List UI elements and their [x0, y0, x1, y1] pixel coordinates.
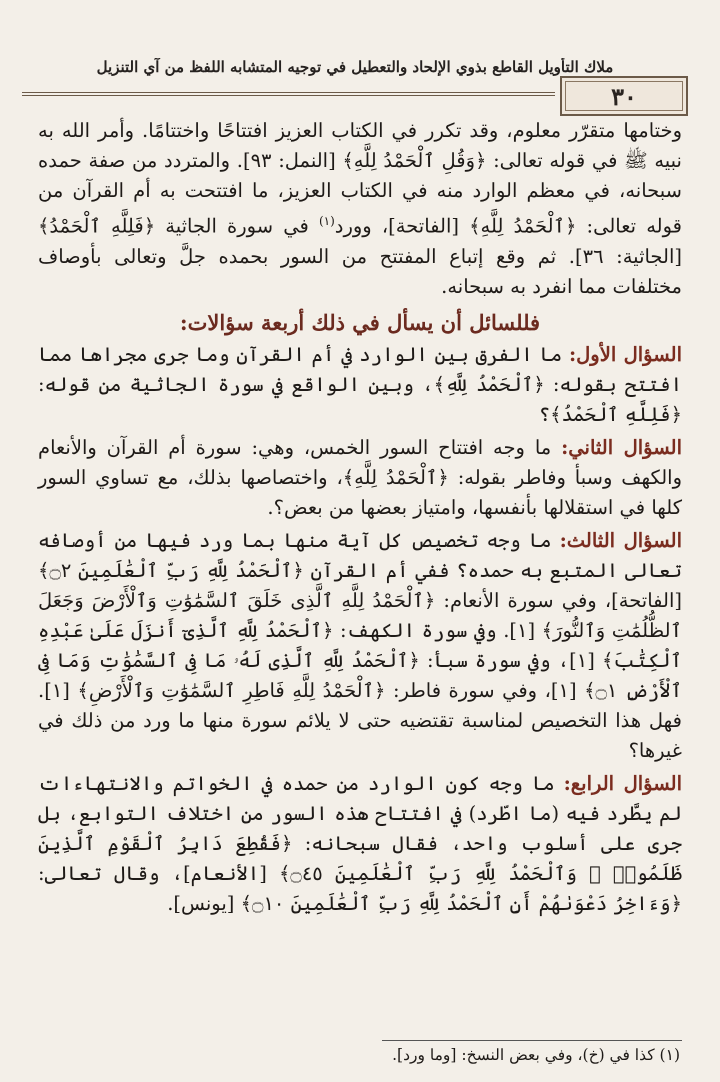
- question-text: ما وجه افتتاح السور الخمس، وهي: سورة أم القرآن والأنعام والكهف وسبأ وفاطر بقوله: ﴿ٱلْحَمْدُ لِلَّهِ﴾، واختصاصها بذلك، مع تساوي السور كلها في استقلالها بأنفسها، وامتياز بعضها من بعض؟.: [38, 435, 682, 519]
- question-1: [38, 340, 682, 430]
- header-rule-double: [22, 95, 555, 96]
- question-2: [38, 433, 682, 523]
- running-title: ملاك التأويل القاطع بذوي الإلحاد والتعطيل في توجيه المتشابه اللفظ من آي التنزيل: [96, 58, 614, 76]
- question-label: السؤال الثالث:: [559, 528, 682, 552]
- question-text: ما وجه تخصيص كل آية منها بما ورد فيها من أوصافه تعالى المتبع به حمده؟ ففي أم القرآن ﴿ٱلْحَمْدُ لِلَّهِ رَبِّ ٱلْعَٰلَمِينَ ۝٢﴾ [الفاتحة]، وفي سورة الأنعام: ﴿ٱلْحَمْدُ لِلَّهِ ٱلَّذِى خَلَقَ ٱلسَّمَٰوَٰتِ وَٱلْأَرْضَ وَجَعَلَ ٱلظُّلُمَٰتِ وَٱلنُّورَ﴾ [١]. وفي سورة الكهف: ﴿ٱلْحَمْدُ لِلَّهِ ٱلَّذِىٓ أَنزَلَ عَلَىٰ عَبْدِهِ ٱلْكِتَٰبَ﴾ [١]، وفي سورة سبأ: ﴿ٱلْحَمْدُ لِلَّهِ ٱلَّذِى لَهُۥ مَا فِى ٱلسَّمَٰوَٰتِ وَمَا فِى ٱلْأَرْضِ ۝١﴾ [١]، وفي سورة فاطر: ﴿ٱلْحَمْدُ لِلَّهِ فَاطِرِ ٱلسَّمَٰوَٰتِ وَٱلْأَرْضِ﴾ [١]. فهل هذا التخصيص لمناسبة تقتضيه حتى لا يلائم سورة منها ما ورد من ذلك في غيرها؟: [38, 528, 683, 762]
- intro-text-cont: في سورة الجاثية ﴿فَلِلَّهِ ٱلْحَمْدُ﴾ [الجاثية: ٣٦]. ثم وقع إتباع المفتتح من السور بحمده جلَّ وتعالى بأوصاف مختلفات مما انفرد به سبحانه.: [38, 214, 682, 298]
- header-rule: [22, 92, 555, 93]
- question-text: ما وجه كون الوارد من حمده في الخواتم والانتهاءات لم يطَّرد فيه (ما اطّرد) في افتتاح هذه السور من اختلاف التوابع، بل جرى على أسلوب واحد، فقال سبحانه: ﴿فَقُطِعَ دَابِرُ ٱلْقَوْمِ ٱلَّذِينَ ظَلَمُوا۟ ۚ وَٱلْحَمْدُ لِلَّهِ رَبِّ ٱلْعَٰلَمِينَ ۝٤٥﴾ [الأنعام]، وقال تعالى: ﴿وَءَاخِرُ دَعْوَىٰهُمْ أَنِ ٱلْحَمْدُ لِلَّهِ رَبِّ ٱلْعَٰلَمِينَ ۝١٠﴾ [يونس].: [38, 771, 682, 915]
- question-label: السؤال الرابع:: [563, 771, 682, 795]
- question-text: ما الفرق بين الوارد في أم القرآن وما جرى مجراها مما افتتح بقوله: ﴿ٱلْحَمْدُ لِلَّهِ﴾، وبين الواقع في سورة الجاثية من قوله: ﴿فَلِلَّهِ ٱلْحَمْدُ﴾؟: [38, 342, 682, 426]
- question-3: [38, 526, 682, 766]
- question-label: السؤال الأول:: [568, 342, 682, 366]
- footnote-marker: (١): [318, 214, 335, 228]
- intro-paragraph: [38, 116, 682, 302]
- intro-text: وختامها متقرّر معلوم، وقد تكرر في الكتاب العزيز افتتاحًا واختتامًا. وأمر الله به نبيه ﷺ في قوله تعالى: ﴿وَقُلِ ٱلْحَمْدُ لِلَّهِ﴾ [النمل: ٩٣]. والمتردد من صفة حمده سبحانه، في معظم الوارد منه في الكتاب العزيز، ما افتتحت به أم القرآن من قوله تعالى: ﴿ٱلْحَمْدُ لِلَّهِ﴾ [الفاتحة]، وورد: [38, 119, 682, 238]
- question-4: [38, 769, 682, 919]
- footnote-rule: [382, 1040, 682, 1041]
- question-label: السؤال الثاني:: [561, 435, 682, 459]
- page-body: [38, 116, 682, 922]
- page-number: ٣٠: [560, 76, 688, 116]
- footnote: (١) كذا في (خ)، وفي بعض النسخ: [وما ورد].: [392, 1046, 680, 1064]
- questions-heading: فللسائل أن يسأل في ذلك أربعة سؤالات:: [179, 309, 541, 335]
